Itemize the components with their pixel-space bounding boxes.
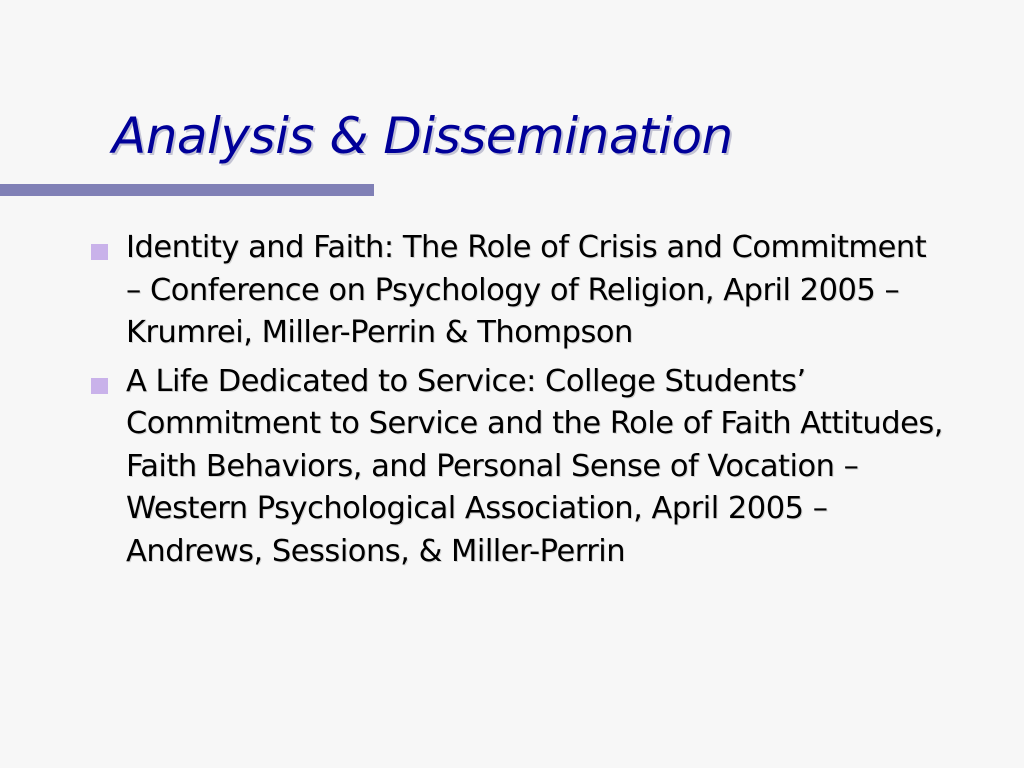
bullet-text: Identity and Faith: The Role of Crisis and Commitment – Conference on Psychology of Religion, April 2005 – Krumrei, Miller-Perrin & Thompson [126,230,927,350]
bullet-text: A Life Dedicated to Service: College Students’ Commitment to Service and the Role of Faith Attitudes, Faith Behaviors, and Personal Sense of Vocation – Western Psychological Association, April 2005 – Andrews, Sessions, & Miller-Perrin [126,363,943,569]
slide-title: Analysis & Dissemination [112,107,733,165]
title-underline-bar [0,184,374,196]
bullet-item [88,227,948,355]
bullet-list [88,227,948,579]
square-bullet-icon [91,378,108,394]
square-bullet-icon [91,244,108,260]
bullet-item [88,361,948,574]
